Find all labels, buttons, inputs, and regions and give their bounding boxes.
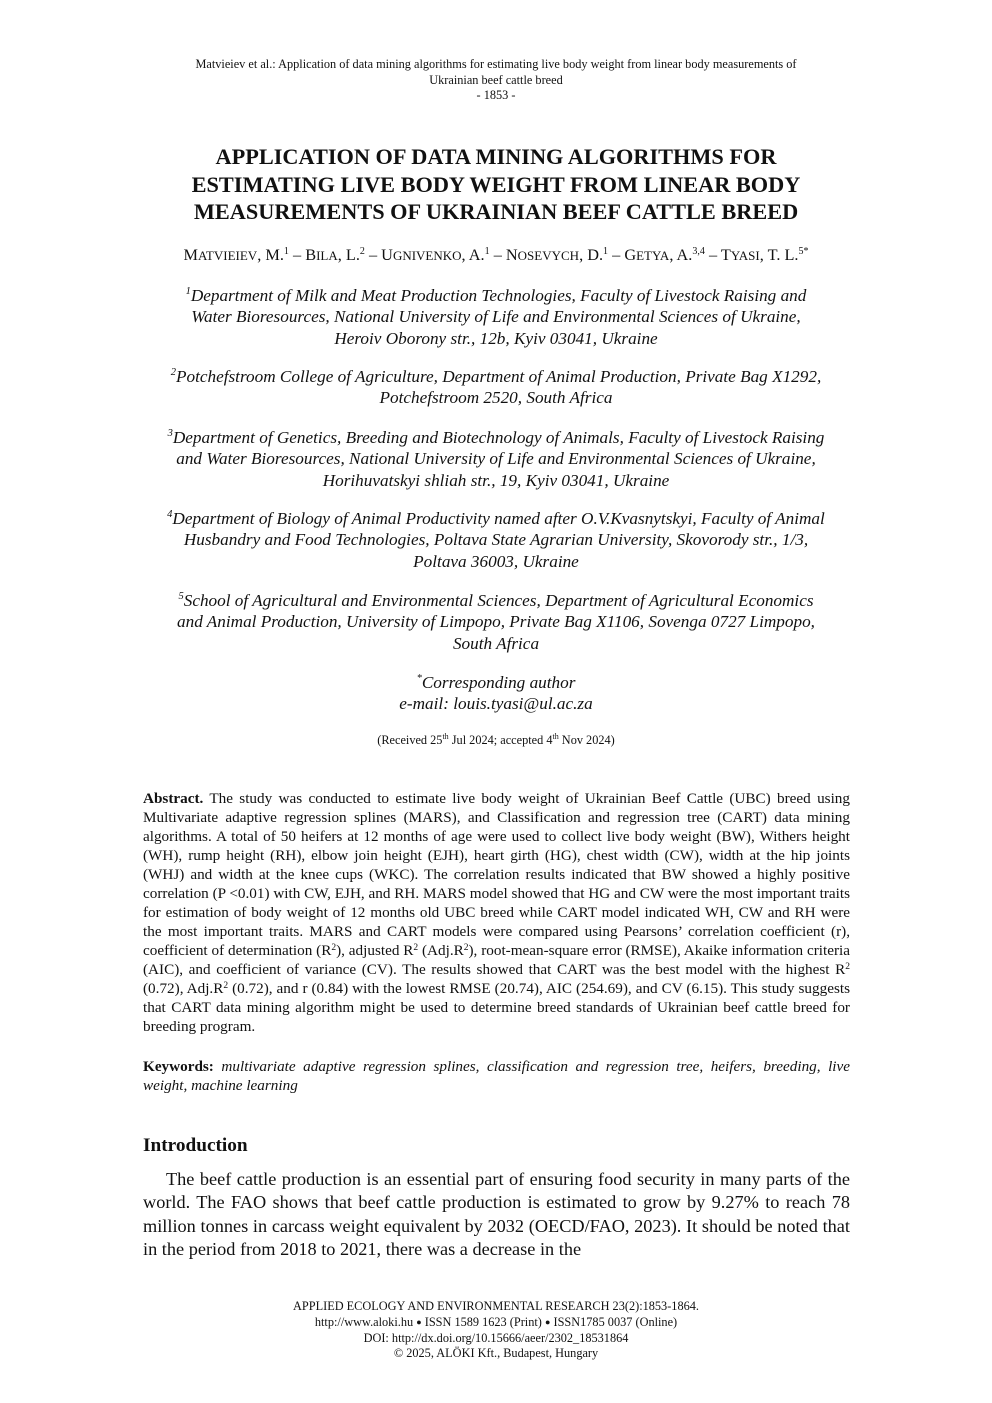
affiliation-line: Husbandry and Food Technologies, Poltava State Agrarian University, Skovorody str., 1/3, xyxy=(183,530,809,550)
author-list xyxy=(120,245,872,266)
section-heading-introduction: Introduction xyxy=(143,1135,248,1156)
bullet-icon: ● xyxy=(544,1316,551,1327)
affiliation-line: Potchefstroom 2520, South Africa xyxy=(379,388,613,408)
title-line: MEASUREMENTS OF UKRAINIAN BEEF CATTLE BREED xyxy=(193,199,799,224)
corresponding-marker: * xyxy=(416,673,422,684)
abstract-label: Abstract. xyxy=(143,790,204,807)
affiliation-line: Potchefstroom College of Agriculture, Department of Animal Production, Private Bag X1292, xyxy=(176,367,822,386)
affiliation-line: Water Bioresources, National University of Life and Environmental Sciences of Ukraine, xyxy=(191,307,801,327)
author: TYASI, T. L.$^{5*}$ xyxy=(720,245,809,264)
author-separator: – xyxy=(704,245,721,264)
affiliation-line: Department of Genetics, Breeding and Biotechnology of Animals, Faculty of Livestock Raising xyxy=(172,428,825,447)
author: BILA, L.$^2$ xyxy=(305,245,365,264)
author: MATVIEIEV, M.$^1$ xyxy=(183,245,289,264)
issn-online: ISSN1785 0037 (Online) xyxy=(553,1314,678,1329)
affiliation-number: 2 xyxy=(170,367,176,378)
affiliation-marker: 3,4 xyxy=(692,246,705,257)
page-number: - 1853 - xyxy=(476,88,516,102)
affiliation-3 xyxy=(130,427,862,491)
title-line: APPLICATION OF DATA MINING ALGORITHMS FOR xyxy=(215,144,777,169)
running-head-line: Ukrainian beef cattle breed xyxy=(429,72,563,87)
abstract: Abstract. The study was conducted to estimate live body weight of Ukrainian Beef Cattle (UBC) breed using Multivariate adaptive regression splines (MARS), and Classification and regression tree (CART) data mining algorithms. A total of 50 heifers at 12 months of age were used to collect live body weight (BW), Withers height (WH), rump height (RH), elbow join height (EJH), heart girth (HG), chest width (CW), width at the hip joints (WHJ) and width at the knee cups (WKC). The correlation results indicated that BW showed a highly positive correlation (P <0.01) with CW, EJH, and RH. MARS model showed that HG and CW were the most important traits for estimation of body weight of 12 months old UBC breed while CART model indicated WH, CW and RH were the most important traits. MARS and CART models were compared using Pearsons’ correlation coefficient (r), coefficient of determination $(R^2)$, adjusted $R^2$ $(Adj.R^2)$, root-mean-square error (RMSE), Akaike information criteria (AIC), and coefficient of variance (CV). The results showed that CART was the best model with the highest $R^2$ (0.72), $Adj.R^2$ (0.72), and r (0.84) with the lowest RMSE (20.74), AIC (254.69), and CV (6.15). This study suggests that CART data mining algorithm might be used to determine breed standards of Ukrainian beef cattle breed for breeding program. xyxy=(143,790,850,1035)
page-footer xyxy=(200,1299,792,1362)
author: GETYA, A.$^{3,4}$ xyxy=(624,245,705,264)
affiliation-line: School of Agricultural and Environmental Sciences, Department of Agricultural Economics xyxy=(183,591,814,610)
author-separator: – xyxy=(364,245,382,264)
author: UGNIVENKO, A.$^1$ xyxy=(381,245,490,264)
affiliation-line: South Africa xyxy=(452,633,540,653)
affiliation-marker: 2 xyxy=(359,246,365,257)
affiliation-line: and Water Bioresources, National University of Life and Environmental Sciences of Ukraine, xyxy=(176,449,816,469)
keywords-list: multivariate adaptive regression splines, classification and regression tree, heifers, breeding, live weight, machine learning xyxy=(143,1058,850,1094)
affiliation-marker: 1 xyxy=(283,246,289,257)
corresponding-email[interactable]: e-mail: louis.tyasi@ul.ac.za xyxy=(399,694,593,714)
affiliation-marker: 5* xyxy=(798,246,809,257)
doi-link[interactable]: DOI: http://dx.doi.org/10.15666/aeer/2302_18531864 xyxy=(363,1330,629,1345)
affiliation-1 xyxy=(130,285,862,349)
author: NOSEVYCH, D.$^1$ xyxy=(505,245,609,264)
affiliation-line: Department of Milk and Meat Production Technologies, Faculty of Livestock Raising and xyxy=(190,286,807,305)
introduction-paragraph: The beef cattle production is an essential part of ensuring food security in many parts of the world. The FAO shows that beef cattle production is estimated to grow by 9.27% to reach 78 million tonnes in carcass weight equivalent by 2032 (OECD/FAO, 2023). It should be noted that in the period from 2018 to 2021, there was a decrease in the xyxy=(143,1169,850,1259)
keywords xyxy=(143,1057,850,1095)
keywords-label: Keywords: xyxy=(143,1058,214,1075)
journal-url[interactable]: http://www.aloki.hu xyxy=(314,1314,414,1329)
affiliation-line: Heroiv Oborony str., 12b, Kyiv 03041, Ukraine xyxy=(334,328,658,348)
bullet-icon: ● xyxy=(416,1316,422,1327)
affiliation-line: and Animal Production, University of Limpopo, Private Bag X1106, Sovenga 0727 Limpopo, xyxy=(177,612,815,632)
running-head xyxy=(140,57,852,104)
affiliation-line: Horihuvatskyi shliah str., 19, Kyiv 03041, Ukraine xyxy=(322,470,670,490)
running-head-line: Matvieiev et al.: Application of data mining algorithms for estimating live body weight from linear body measurements of xyxy=(195,57,797,71)
received-accepted-dates: (Received 25th Jul 2024; accepted 4th Nov 2024) xyxy=(377,732,615,747)
author-separator: – xyxy=(288,245,306,264)
affiliation-marker: 1 xyxy=(603,246,609,257)
author-separator: – xyxy=(489,245,506,264)
affiliation-number: 3 xyxy=(167,428,173,439)
affiliation-4 xyxy=(130,508,862,572)
affiliation-2 xyxy=(130,366,862,409)
affiliation-number: 1 xyxy=(185,286,191,297)
corresponding-author xyxy=(300,672,692,715)
copyright: © 2025, ALÖKI Kft., Budapest, Hungary xyxy=(393,1346,599,1361)
author-separator: – xyxy=(608,245,625,264)
corresponding-label: Corresponding author xyxy=(421,673,576,692)
affiliation-line: Department of Biology of Animal Productivity named after O.V.Kvasnytskyi, Faculty of Animal xyxy=(172,509,825,528)
affiliation-number: 4 xyxy=(167,509,173,520)
affiliation-marker: 1 xyxy=(484,246,490,257)
journal-identifiers xyxy=(200,1315,792,1331)
title-line: ESTIMATING LIVE BODY WEIGHT FROM LINEAR BODY xyxy=(191,171,801,197)
journal-citation: APPLIED ECOLOGY AND ENVIRONMENTAL RESEARCH 23(2):1853-1864. xyxy=(293,1299,699,1313)
affiliation-line: Poltava 36003, Ukraine xyxy=(413,551,579,571)
affiliation-5 xyxy=(130,590,862,654)
affiliation-number: 5 xyxy=(178,591,184,602)
issn-print: ISSN 1589 1623 (Print) xyxy=(424,1314,542,1329)
paper-title xyxy=(150,143,842,226)
